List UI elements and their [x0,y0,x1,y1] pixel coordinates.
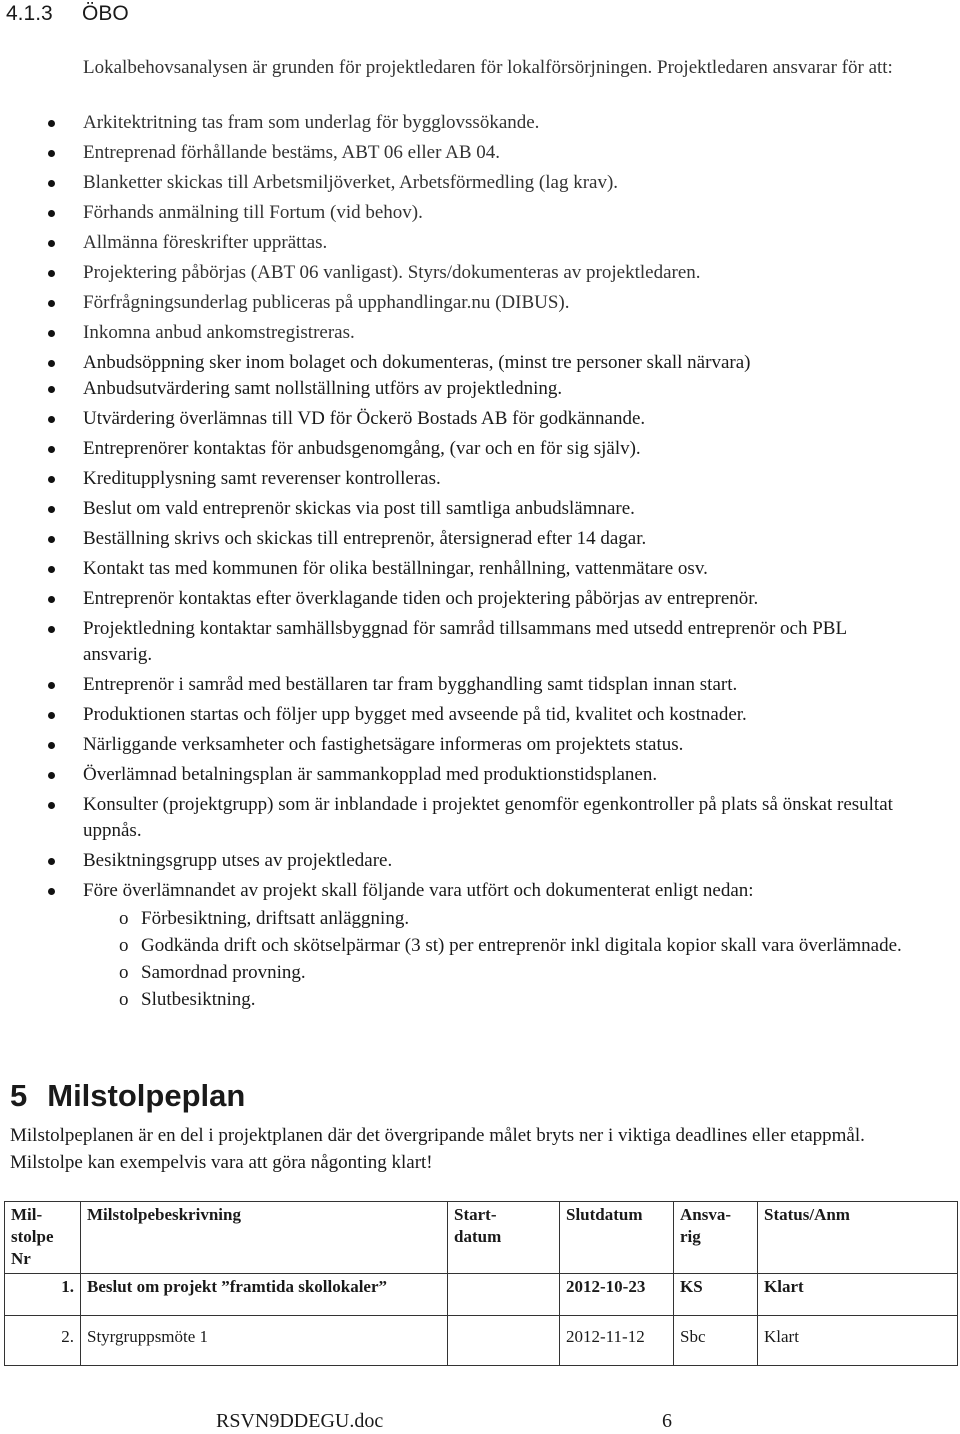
milestone-table [4,1201,958,1366]
milestone-section-number: 5 [10,1078,28,1113]
list-item: Anbudsutvärdering samt nollställning utförs av projektledning. [0,376,960,402]
list-item: Inkomna anbud ankomstregistreras. [0,320,960,346]
sub-list-item-text: Godkända drift och skötselpärmar (3 st) per entreprenör inkl digitala kopior skall vara överlämnade. [141,935,902,956]
milestone-heading [10,1076,245,1116]
table-header-row [5,1202,958,1274]
handover-checklist [83,906,920,1013]
cell-nr: 1. [5,1274,81,1316]
section-heading [6,0,129,28]
milestone-paragraph: Milstolpeplanen är en del i projektplanen där det övergripande målet bryts ner i viktiga deadlines eller etappmål. Milstolpe kan exempelvis vara att göra någonting klart! [10,1125,865,1173]
list-item: Entreprenörer kontaktas för anbudsgenomgång, (var och en för sig själv). [0,436,960,462]
list-item: Närliggande verksamheter och fastighetsägare informeras om projektets status. [0,732,960,758]
list-item: Projektledning kontaktar samhällsbyggnad för samråd tillsammans med utsedd entreprenör och PBL ansvarig. [0,616,960,668]
list-item: Beslut om vald entreprenör skickas via post till samtliga anbudslämnare. [0,496,960,522]
header-responsible: Ansva- rig [674,1202,758,1274]
sub-list-item-text: Samordnad provning. [141,962,306,983]
cell-status: Klart [758,1274,958,1316]
cell-end-date: 2012-10-23 [560,1274,674,1316]
list-item: Entreprenör kontaktas efter överklagande tiden och projektering påbörjas av entreprenör. [0,586,960,612]
list-item: Arkitektritning tas fram som underlag för bygglovssökande. [0,110,960,136]
list-item: Entreprenad förhållande bestäms, ABT 06 eller AB 04. [0,140,960,166]
cell-end-date: 2012-11-12 [560,1316,674,1366]
list-item: Förfrågningsunderlag publiceras på upphandlingar.nu (DIBUS). [0,290,960,316]
list-item: Allmänna föreskrifter upprättas. [0,230,960,256]
table-row [5,1274,958,1316]
list-item: Projektering påbörjas (ABT 06 vanligast). Styrs/dokumenteras av projektledaren. [0,260,960,286]
header-start-date: Start- datum [448,1202,560,1274]
milestone-section-title: Milstolpeplan [47,1078,246,1113]
list-item: Besiktningsgrupp utses av projektledare. [0,848,960,874]
sub-bullet-marker: o [119,962,129,983]
table-row [5,1316,958,1366]
list-item: Förhands anmälning till Fortum (vid behov). [0,200,960,226]
cell-responsible: KS [674,1274,758,1316]
sub-list-item [83,906,920,932]
section-number: 4.1.3 [6,2,53,25]
sub-bullet-marker: o [119,989,129,1010]
list-item: Beställning skrivs och skickas till entreprenör, återsignerad efter 14 dagar. [0,526,960,552]
cell-description: Beslut om projekt ”framtida skollokaler” [81,1274,448,1316]
list-item-with-subitems [0,878,960,1013]
list-item: Konsulter (projektgrupp) som är inblandade i projektet genomför egenkontroller på plats så önskat resultat uppnås. [0,792,960,844]
section-title: ÖBO [82,2,129,25]
cell-responsible: Sbc [674,1316,758,1366]
intro-paragraph: Lokalbehovsanalysen är grunden för projektledaren för lokalförsörjningen. Projektledaren ansvarar för att: [83,57,893,78]
sub-bullet-marker: o [119,935,129,956]
cell-start-date [448,1316,560,1366]
list-item: Kreditupplysning samt reverenser kontrolleras. [0,466,960,492]
list-item: Blanketter skickas till Arbetsmiljöverket, Arbetsförmedling (lag krav). [0,170,960,196]
list-item: Anbudsöppning sker inom bolaget och dokumenteras, (minst tre personer skall närvara) [0,350,960,376]
list-item: Överlämnad betalningsplan är sammankopplad med produktionstidsplanen. [0,762,960,788]
cell-description: Styrgruppsmöte 1 [81,1316,448,1366]
cell-nr: 2. [5,1316,81,1366]
list-item: Produktionen startas och följer upp bygget med avseende på tid, kvalitet och kostnader. [0,702,960,728]
footer-page-number: 6 [662,1410,672,1432]
header-status: Status/Anm [758,1202,958,1274]
list-item-text: Före överlämnandet av projekt skall följande vara utfört och dokumenterat enligt nedan: [83,880,754,901]
sub-list-item-text: Slutbesiktning. [141,989,256,1010]
responsibility-list [0,110,960,1017]
sub-list-item [83,987,920,1013]
list-item: Entreprenör i samråd med beställaren tar fram bygghandling samt tidsplan innan start. [0,672,960,698]
sub-bullet-marker: o [119,908,129,929]
list-item: Kontakt tas med kommunen för olika beställningar, renhållning, vattenmätare osv. [0,556,960,582]
header-description: Milstolpebeskrivning [81,1202,448,1274]
sub-list-item-text: Förbesiktning, driftsatt anläggning. [141,908,410,929]
header-milstolpe-nr: Mil- stolpe Nr [5,1202,81,1274]
cell-status: Klart [758,1316,958,1366]
list-item: Utvärdering överlämnas till VD för Öckerö Bostads AB för godkännande. [0,406,960,432]
sub-list-item [83,960,920,986]
sub-list-item [83,933,920,959]
footer-filename: RSVN9DDEGU.doc [216,1410,384,1432]
cell-start-date [448,1274,560,1316]
header-end-date: Slutdatum [560,1202,674,1274]
